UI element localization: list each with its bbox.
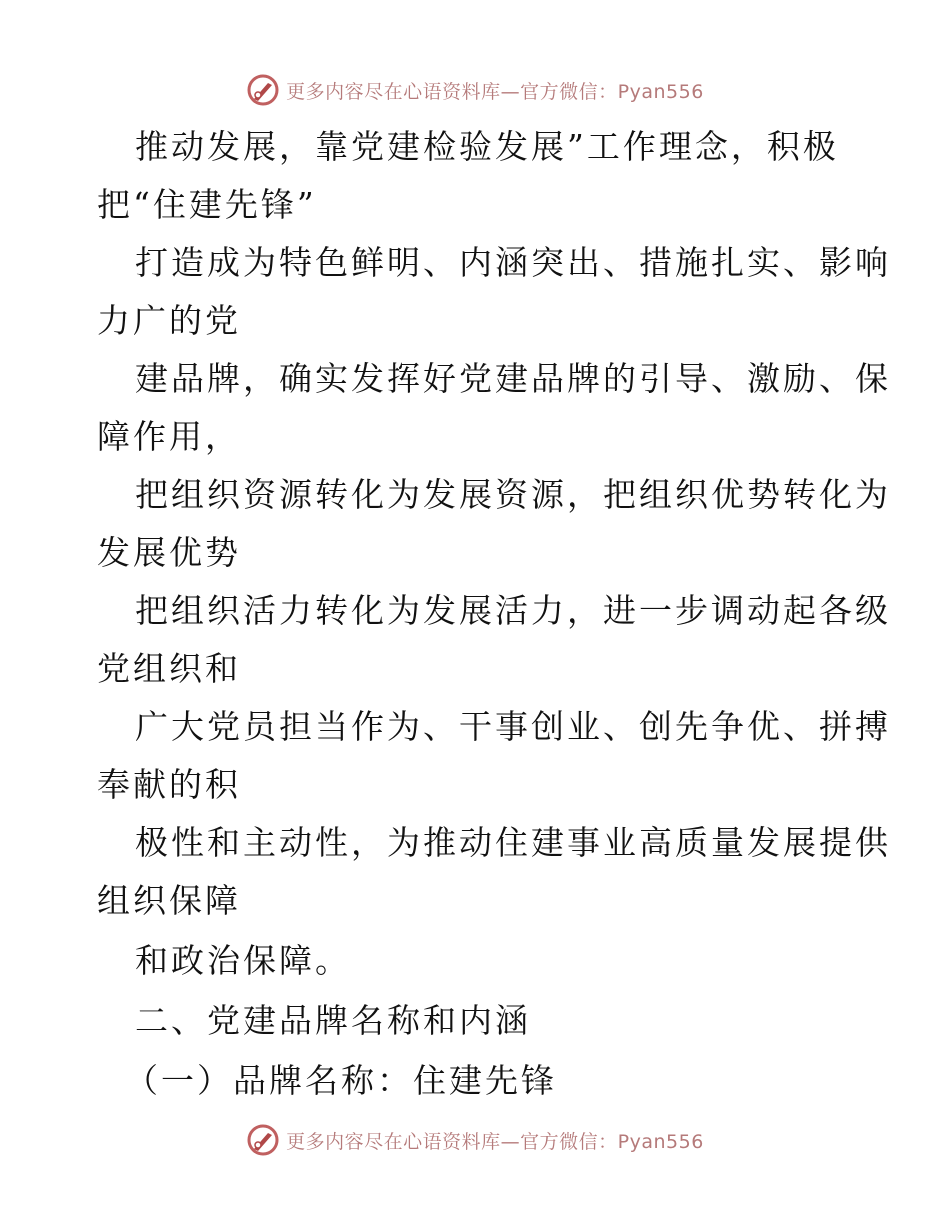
paragraph-line: 障作用，	[97, 417, 241, 456]
header-watermark	[0, 70, 950, 110]
paragraph-line: 力广的党	[97, 301, 241, 340]
watermark-text: 更多内容尽在心语资料库—官方微信：Pyan556	[286, 80, 704, 103]
paragraph-line: 奉献的积	[97, 765, 241, 804]
paragraph-line: 发展优势	[97, 533, 241, 572]
watermark-text: 更多内容尽在心语资料库—官方微信：Pyan556	[286, 1130, 704, 1153]
paragraph-line: 建品牌，确实发挥好党建品牌的引导、激励、保	[135, 359, 891, 398]
footer-watermark	[0, 1120, 950, 1160]
paragraph-line: 极性和主动性，为推动住建事业高质量发展提供	[135, 823, 891, 862]
paragraph-line: 把组织资源转化为发展资源，把组织优势转化为	[135, 475, 891, 514]
quill-circle-logo-icon	[246, 73, 280, 107]
paragraph-line: 组织保障	[97, 881, 241, 920]
quill-circle-logo-icon	[246, 1123, 280, 1157]
paragraph-line: 推动发展，靠党建检验发展”工作理念，积极	[135, 127, 839, 166]
paragraph-line: 广大党员担当作为、干事创业、创先争优、拼搏	[135, 707, 891, 746]
section-heading: 二、党建品牌名称和内涵	[135, 1001, 531, 1040]
paragraph-line: 和政治保障。	[135, 941, 351, 980]
paragraph-line: 党组织和	[97, 649, 241, 688]
paragraph-line: 打造成为特色鲜明、内涵突出、措施扎实、影响	[135, 243, 891, 282]
paragraph-line: 把“住建先锋”	[97, 185, 317, 224]
paragraph-line: 把组织活力转化为发展活力，进一步调动起各级	[135, 591, 891, 630]
subsection-heading: （一）品牌名称：住建先锋	[125, 1061, 557, 1100]
